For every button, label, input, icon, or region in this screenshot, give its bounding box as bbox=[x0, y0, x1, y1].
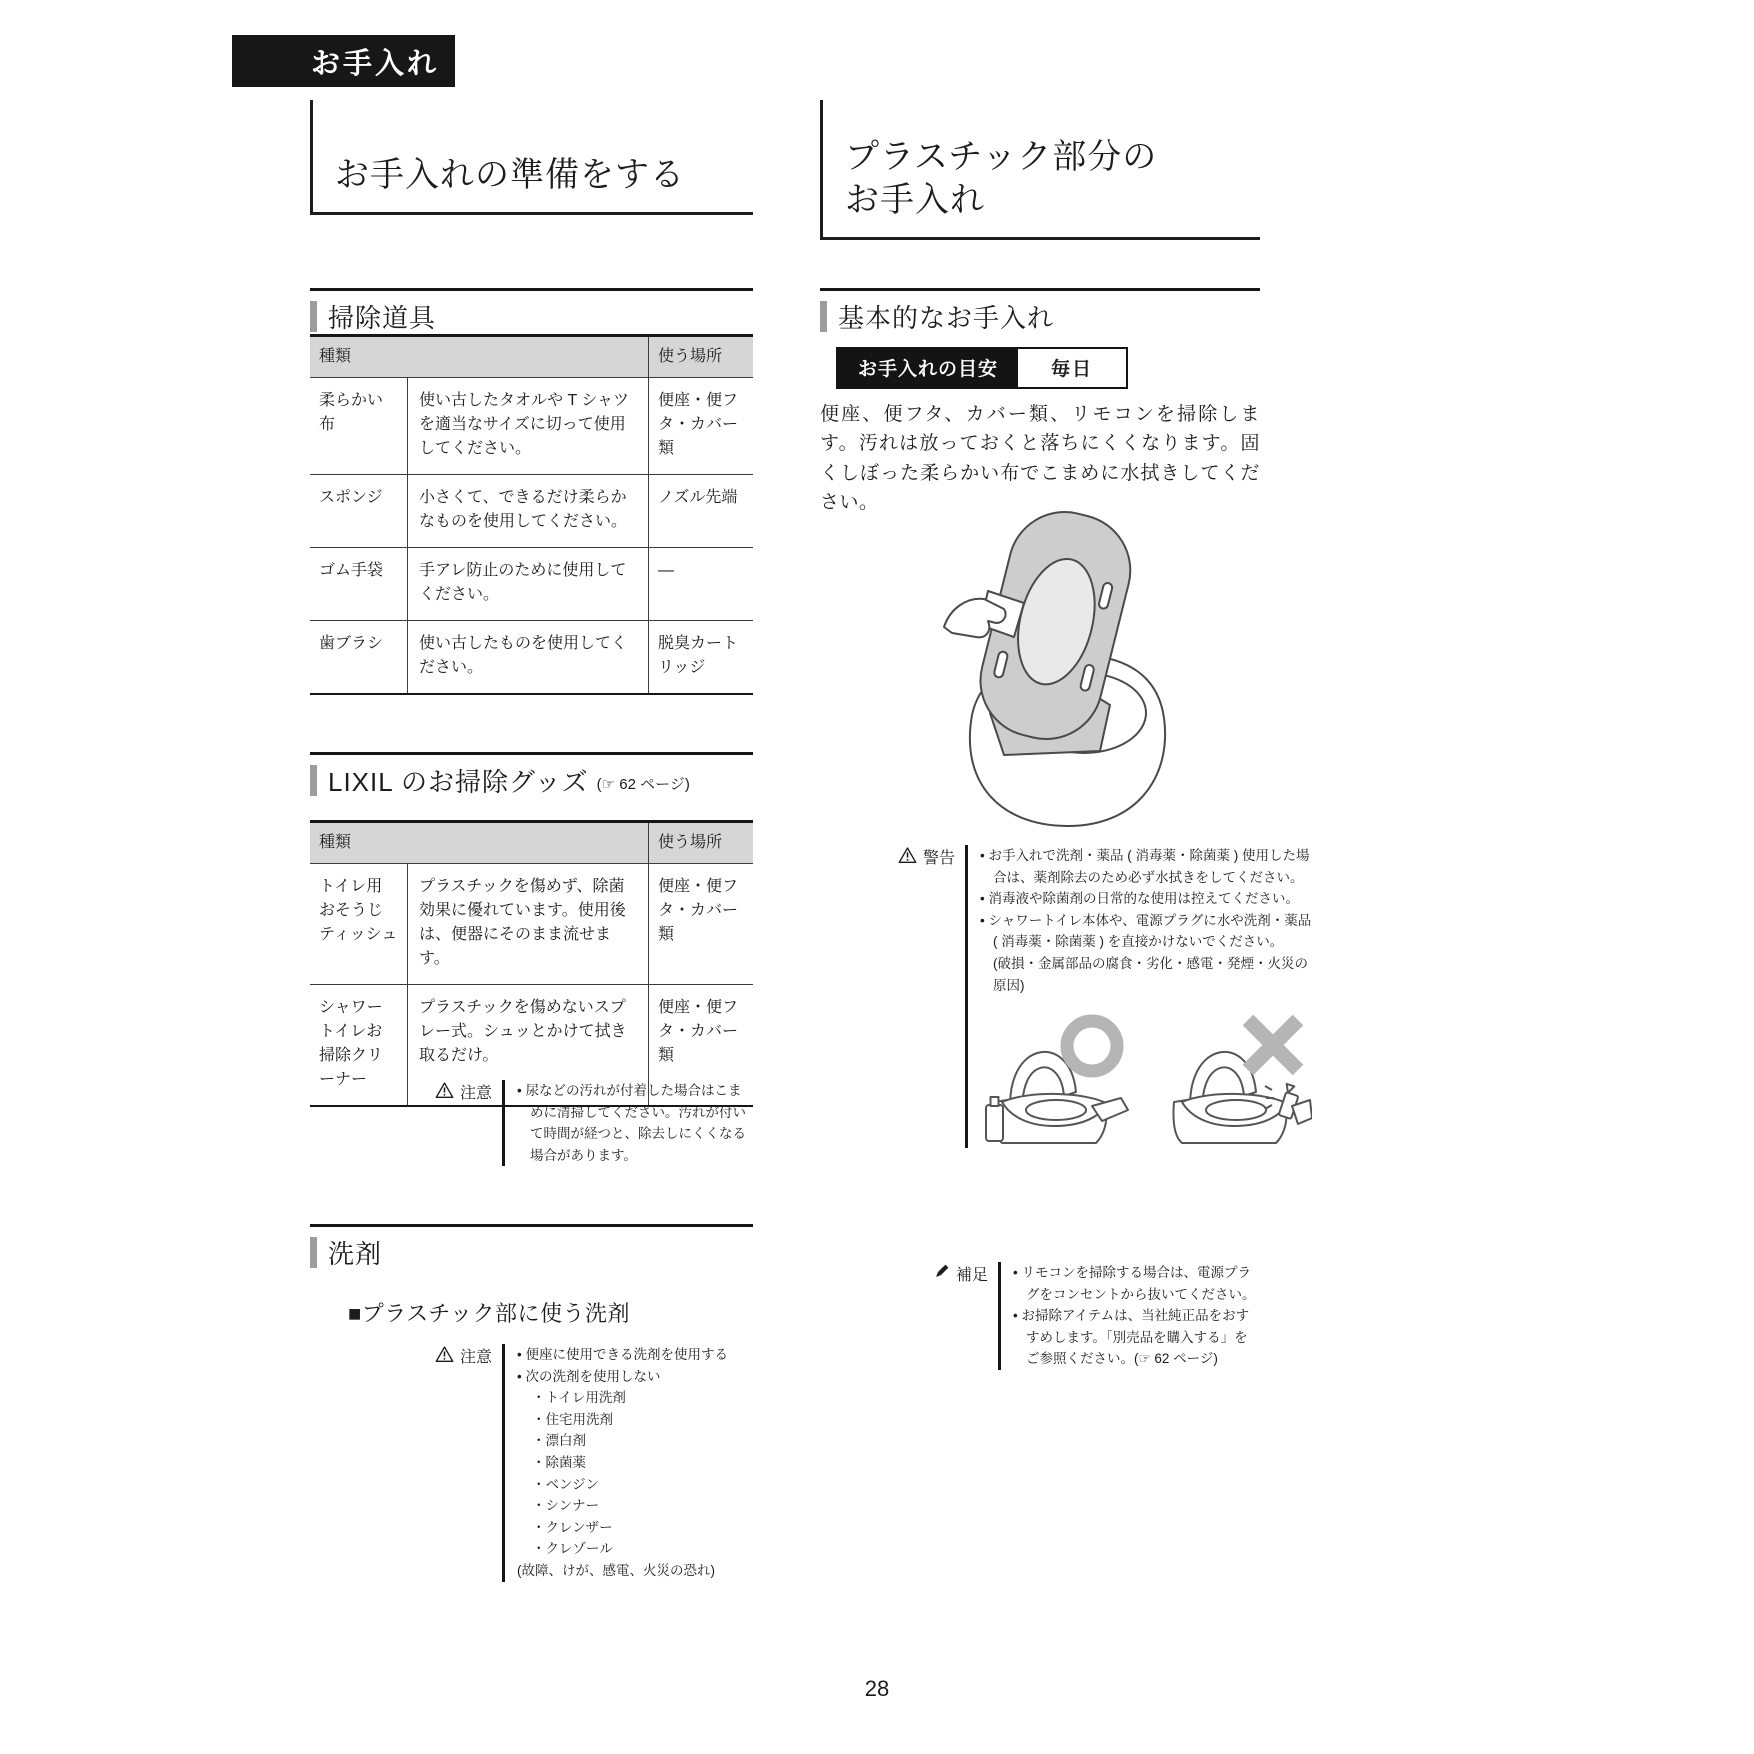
care-frequency-value: 毎日 bbox=[1050, 359, 1093, 380]
caution-content bbox=[505, 1344, 753, 1582]
cell-type: スポンジ bbox=[319, 489, 383, 506]
cell-desc: プラスチックを傷めず、除菌効果に優れています。使用後は、便器にそのまま流せます。 bbox=[407, 864, 648, 984]
cell-type: トイレ用おそうじティッシュ bbox=[319, 878, 398, 943]
chapter-badge-label: お手入れ bbox=[310, 47, 439, 80]
caution-bullet: • 尿などの汚れが付着した場合はこまめに清掃してください。汚れが付いて時間が経つと、除去しにくくなる場合があります。 bbox=[517, 1080, 753, 1166]
left-column bbox=[310, 0, 753, 1754]
section-title-tools: 掃除道具 bbox=[328, 303, 437, 333]
toilet-lid-wipe-drawing bbox=[892, 505, 1192, 830]
section-heading-tools bbox=[310, 288, 753, 335]
toilet-cleaning-illustration bbox=[892, 505, 1192, 835]
caution-consequence: (故障、けが、感電、火災の恐れ) bbox=[517, 1562, 715, 1578]
warning-triangle-icon bbox=[435, 1081, 454, 1099]
cell-type: シャワートイレお掃除クリーナー bbox=[319, 999, 384, 1088]
cell-place: 便座・便フタ・カバー類 bbox=[648, 985, 753, 1105]
warning-label-text: 警告 bbox=[923, 850, 956, 867]
cell-place: ノズル先端 bbox=[648, 475, 753, 547]
right-column bbox=[820, 0, 1312, 1754]
supplement-label-text: 補足 bbox=[955, 1267, 988, 1284]
section-heading-inner bbox=[310, 762, 753, 799]
section-title-basic-care: 基本的なお手入れ bbox=[838, 303, 1055, 333]
left-title-block bbox=[310, 100, 753, 215]
cell-desc: 使い古したタオルや T シャツを適当なサイズに切って使用してください。 bbox=[407, 378, 648, 474]
cell-type: ゴム手袋 bbox=[319, 562, 384, 579]
table-header-row bbox=[310, 823, 753, 863]
cell-desc: 手アレ防止のために使用してください。 bbox=[407, 548, 648, 620]
pencil-icon bbox=[933, 1263, 950, 1280]
caution-label-text: 注意 bbox=[459, 1085, 492, 1102]
warning-note bbox=[898, 845, 1312, 1148]
cell-place: 便座・便フタ・カバー類 bbox=[648, 864, 753, 984]
lixil-goods-table bbox=[310, 820, 753, 1107]
cell-type: 歯ブラシ bbox=[319, 635, 384, 652]
cell-place: 便座・便フタ・カバー類 bbox=[648, 378, 753, 474]
section-heading-inner bbox=[820, 298, 1260, 335]
forbidden-detergent-item: ・ 住宅用洗剤 bbox=[517, 1409, 753, 1431]
heading-accent-bar bbox=[310, 301, 317, 332]
tools-table bbox=[310, 334, 753, 695]
heading-accent-bar bbox=[310, 1237, 317, 1268]
forbidden-detergent-item: ・ 除菌薬 bbox=[517, 1452, 753, 1474]
warning-label bbox=[898, 845, 965, 1148]
caution-note-goods bbox=[414, 1080, 753, 1166]
supplement-note bbox=[898, 1262, 1260, 1370]
supplement-content bbox=[1001, 1262, 1260, 1370]
caution-bullet: • 便座に使用できる洗剤を使用する bbox=[517, 1344, 753, 1366]
cell-place: 脱臭カートリッジ bbox=[648, 621, 753, 693]
subheading-plastic-detergent: ■プラスチック部に使う洗剤 bbox=[348, 1301, 631, 1326]
section-title-detergent: 洗剤 bbox=[328, 1239, 383, 1269]
table-row bbox=[310, 863, 753, 984]
forbidden-detergent-item: ・ シンナー bbox=[517, 1495, 753, 1517]
caution-label bbox=[414, 1344, 502, 1582]
forbidden-detergent-item: ・ 漂白剤 bbox=[517, 1430, 753, 1452]
page-title-right-line1: プラスチック部分の bbox=[845, 137, 1158, 176]
heading-accent-bar bbox=[310, 765, 317, 796]
caution-content bbox=[505, 1080, 753, 1166]
table-row bbox=[310, 620, 753, 693]
section-title-lixil: LIXIL のお掃除グッズ bbox=[328, 767, 589, 797]
column-header-type: 種類 bbox=[319, 348, 352, 365]
heading-accent-bar bbox=[820, 301, 827, 332]
warning-triangle-icon bbox=[898, 846, 917, 864]
caution-bullet: • 次の洗剤を使用しない bbox=[517, 1366, 753, 1388]
warning-bullet: • お手入れで洗剤・薬品 ( 消毒薬・除菌薬 ) 使用した場合は、薬剤除去のため必ず水拭きをしてください。 bbox=[980, 845, 1312, 888]
supplement-label bbox=[898, 1262, 998, 1370]
section-heading-detergent bbox=[310, 1224, 753, 1271]
table-header-row bbox=[310, 337, 753, 377]
ok-ng-illustrations bbox=[980, 1006, 1312, 1148]
cell-desc: プラスチックを傷めないスプレー式。シュッとかけて拭き取るだけ。 bbox=[407, 985, 648, 1105]
caution-label-text: 注意 bbox=[459, 1349, 492, 1366]
forbidden-detergent-item: ・ クレゾール bbox=[517, 1538, 753, 1560]
forbidden-detergent-item: ・ クレンザー bbox=[517, 1517, 753, 1539]
correct-wipe-illustration bbox=[980, 1006, 1132, 1148]
basic-care-paragraph: 便座、便フタ、カバー類、リモコンを掃除します。汚れは放っておくと落ちにくくなります。固くしぼった柔らかい布でこまめに水拭きしてください。 bbox=[820, 404, 1260, 514]
supplement-bullet: • お掃除アイテムは、当社純正品をおすすめします。「別売品を購入する」をご参照ください。(☞ 62 ページ) bbox=[1013, 1305, 1260, 1370]
table-row bbox=[310, 474, 753, 547]
ng-cross-mark bbox=[1248, 1020, 1298, 1070]
ok-circle-mark bbox=[1067, 1021, 1117, 1071]
warning-triangle-icon bbox=[435, 1345, 454, 1363]
warning-bullet: • シャワートイレ本体や、電源プラグに水や洗剤・薬品 ( 消毒薬・除菌薬 ) を直接かけないでください。 bbox=[980, 910, 1312, 953]
wrong-spray-illustration bbox=[1160, 1006, 1312, 1148]
cell-desc: 使い古したものを使用してください。 bbox=[407, 621, 648, 693]
section-heading-inner bbox=[310, 1234, 753, 1271]
warning-consequence: (破損・金属部品の腐食・劣化・感電・発煙・火災の原因) bbox=[993, 955, 1309, 993]
warning-bullet: • 消毒液や除菌剤の日常的な使用は控えてください。 bbox=[980, 888, 1312, 910]
supplement-bullet: • リモコンを掃除する場合は、電源プラグをコンセントから抜いてください。 bbox=[1013, 1262, 1260, 1305]
column-header-place: 使う場所 bbox=[648, 337, 753, 377]
table-row bbox=[310, 377, 753, 474]
right-title-block bbox=[820, 100, 1260, 240]
page-number: 28 bbox=[864, 1676, 890, 1701]
caution-note-detergent bbox=[414, 1344, 753, 1582]
page-title-right-line2: お手入れ bbox=[845, 181, 985, 220]
care-frequency-label: お手入れの目安 bbox=[838, 349, 1018, 387]
warning-content bbox=[968, 845, 1312, 1148]
caution-label bbox=[414, 1080, 502, 1166]
care-frequency-badge bbox=[836, 347, 1128, 389]
section-heading-lixil-goods bbox=[310, 752, 753, 799]
column-header-place: 使う場所 bbox=[648, 823, 753, 863]
forbidden-detergent-item: ・ トイレ用洗剤 bbox=[517, 1387, 753, 1409]
cell-desc: 小さくて、できるだけ柔らかなものを使用してください。 bbox=[407, 475, 648, 547]
column-header-type: 種類 bbox=[319, 834, 352, 851]
forbidden-detergent-item: ・ ベンジン bbox=[517, 1474, 753, 1496]
table-row bbox=[310, 547, 753, 620]
page-title-left: お手入れの準備をする bbox=[335, 156, 685, 195]
section-heading-inner bbox=[310, 298, 753, 335]
cell-type: 柔らかい布 bbox=[319, 392, 384, 433]
page-reference: (☞ 62 ページ) bbox=[596, 776, 690, 793]
section-heading-basic-care bbox=[820, 288, 1260, 335]
cell-place: — bbox=[648, 548, 753, 620]
